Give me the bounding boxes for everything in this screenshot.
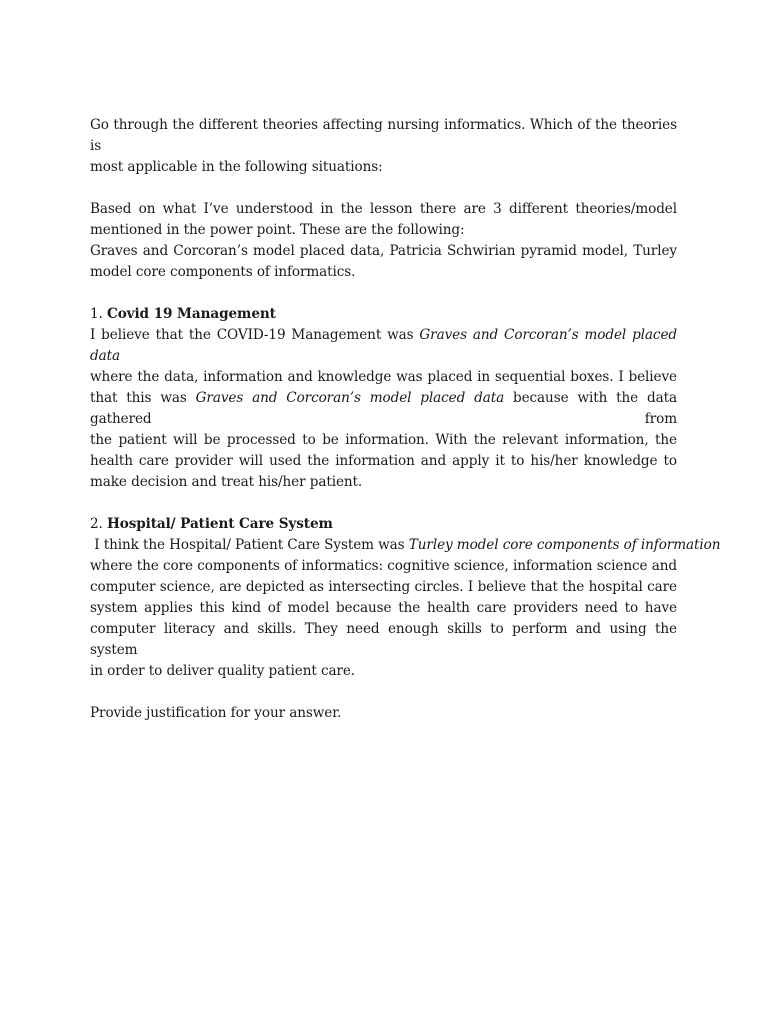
overview-line: model core components of informatics. (90, 264, 356, 280)
intro-line: Go through the different theories affecting nursing informatics. Which of the theories is (90, 117, 677, 154)
section-text: I believe that the COVID-19 Management was (90, 327, 420, 343)
section-line: the patient will be processed to be information. With the relevant information, the (90, 432, 677, 448)
document-page (90, 115, 721, 745)
closing-paragraph (90, 703, 677, 724)
section-text: I think the Hospital/ Patient Care System was (90, 537, 409, 553)
section-title: Hospital/ Patient Care System (107, 516, 333, 532)
section-line: in order to deliver quality patient care. (90, 663, 356, 679)
section-line (90, 325, 677, 367)
intro-paragraph (90, 115, 677, 178)
closing-line: Provide justification for your answer. (90, 705, 342, 721)
section-text: because with the data gathered from (90, 390, 677, 427)
section-line (90, 388, 677, 430)
section-number: 2. (90, 516, 107, 532)
overview-line: mentioned in the power point. These are the following: (90, 222, 465, 238)
emphasis-text: Graves and Corcoran’s model placed data (90, 327, 677, 364)
section-line (90, 535, 721, 556)
section-heading (90, 304, 677, 325)
emphasis-text: Turley model core components of information (408, 537, 721, 553)
section-line: system applies this kind of model because the health care providers need to have (90, 600, 677, 616)
emphasis-text: Graves and Corcoran’s model placed data (195, 390, 505, 406)
overview-paragraph (90, 199, 677, 283)
section-number: 1. (90, 306, 107, 322)
section-covid-management (90, 304, 677, 493)
section-line: make decision and treat his/her patient. (90, 474, 363, 490)
overview-line: Based on what I’ve understood in the lesson there are 3 different theories/model (90, 201, 677, 217)
section-line: computer literacy and skills. They need enough skills to perform and using the system (90, 621, 677, 658)
section-line: where the core components of informatics: cognitive science, information science and (90, 558, 677, 574)
section-text: that this was (90, 390, 196, 406)
section-title: Covid 19 Management (107, 306, 276, 322)
section-line: health care provider will used the information and apply it to his/her knowledge to (90, 453, 677, 469)
section-line: where the data, information and knowledge was placed in sequential boxes. I believe (90, 369, 677, 385)
section-hospital-care-system (90, 514, 721, 682)
section-heading (90, 514, 677, 535)
overview-line: Graves and Corcoran’s model placed data, Patricia Schwirian pyramid model, Turley (90, 243, 677, 259)
intro-line: most applicable in the following situations: (90, 159, 383, 175)
section-line: computer science, are depicted as intersecting circles. I believe that the hospital care (90, 579, 677, 595)
